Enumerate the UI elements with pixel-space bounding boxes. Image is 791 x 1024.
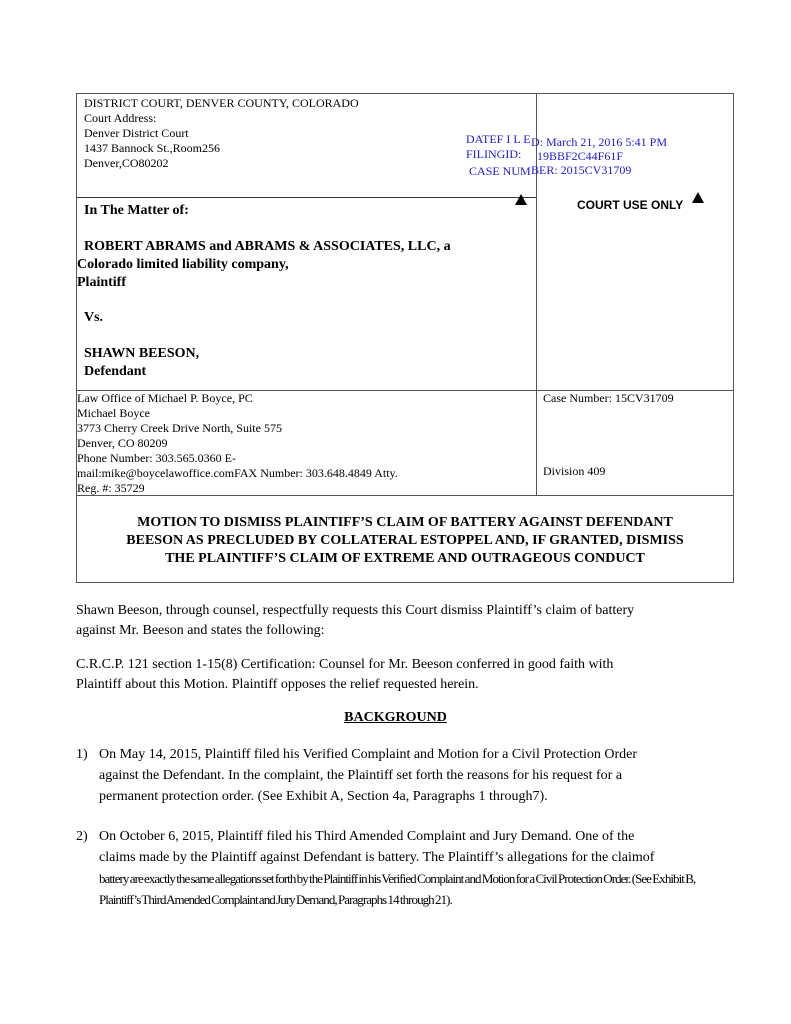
text-line: battery are exactly the same allegations set forth by the Plaintiff in his Verified Complaint and Motion for a Civil Protection Order. (See Exhibit B, (99, 871, 696, 886)
text-line: claims made by the Plaintiff against Defendant is battery. The Plaintiff’s allegations for the claimof (99, 850, 655, 865)
defendant-role: Defendant (84, 364, 147, 379)
attorney-phone: Phone Number: 303.565.0360 E- (77, 451, 236, 465)
certification-paragraph (76, 655, 736, 695)
stamp-date-value: D: March 21, 2016 5:41 PM (531, 135, 667, 149)
plaintiff-name-line1: ROBERT ABRAMS and ABRAMS & ASSOCIATES, LLC, a (84, 239, 451, 254)
case-number: Case Number: 15CV31709 (543, 391, 674, 405)
court-street: 1437 Bannock St.,Room256 (84, 141, 221, 155)
text-line: On May 14, 2015, Plaintiff filed his Verified Complaint and Motion for a Civil Protection Order (99, 747, 638, 762)
stamp-filing-label: FILINGID: (466, 147, 522, 161)
attorney-block (77, 391, 532, 496)
court-address-label: Court Address: (84, 111, 157, 125)
attorney-reg: Reg. #: 35729 (77, 481, 145, 495)
court-name: DISTRICT COURT, DENVER COUNTY, COLORADO (84, 96, 359, 110)
court-building: Denver District Court (84, 126, 189, 140)
motion-title (77, 514, 733, 568)
attorney-name: Michael Boyce (77, 406, 150, 420)
motion-title-line: THE PLAINTIFF’S CLAIM OF EXTREME AND OUTRAGEOUS CONDUCT (165, 551, 645, 566)
stamp-case-label: CASE NUM (469, 164, 531, 178)
caption-divider-matter (77, 197, 536, 198)
text-line: On October 6, 2015, Plaintiff filed his Third Amended Complaint and Jury Demand. One of the (99, 829, 635, 844)
plaintiff-name-line2: Colorado limited liability company, (77, 257, 289, 272)
text-line: permanent protection order. (See Exhibit A, Section 4a, Paragraphs 1 through7). (99, 789, 548, 804)
attorney-street: 3773 Cherry Creek Drive North, Suite 575 (77, 421, 282, 435)
background-heading: BACKGROUND (344, 710, 447, 725)
stamp-date-label: DATEF I L E (466, 132, 531, 146)
motion-title-line: BEESON AS PRECLUDED BY COLLATERAL ESTOPPEL AND, IF GRANTED, DISMISS (126, 533, 684, 548)
text-line: Plaintiff’s Third Amended Complaint and Jury Demand, Paragraphs 14 through 21). (99, 892, 452, 907)
item-number: 2) (76, 829, 88, 844)
defendant-name: SHAWN BEESON, (84, 346, 200, 361)
stamp-filing-value: 19BBF2C44F61F (537, 149, 624, 163)
text-line: Plaintiff about this Motion. Plaintiff opposes the relief requested herein. (76, 677, 479, 692)
item-number: 1) (76, 747, 88, 762)
matter-heading: In The Matter of: (84, 203, 189, 218)
attorney-email-fax: mail:mike@boycelawoffice.comFAX Number: 303.648.4849 Atty. (77, 466, 398, 480)
court-address-block (84, 96, 359, 171)
text-line: against Mr. Beeson and states the following: (76, 623, 325, 638)
up-arrow-icon (692, 192, 704, 203)
up-arrow-icon (515, 194, 527, 205)
stamp-case-value: BER: 2015CV31709 (531, 163, 632, 177)
intro-paragraph (76, 601, 736, 641)
attorney-city: Denver, CO 80209 (77, 436, 168, 450)
attorney-firm: Law Office of Michael P. Boyce, PC (77, 391, 253, 405)
court-use-only-label: COURT USE ONLY (577, 198, 684, 212)
motion-title-line: MOTION TO DISMISS PLAINTIFF’S CLAIM OF BATTERY AGAINST DEFENDANT (137, 515, 673, 530)
versus-label: Vs. (84, 310, 104, 325)
plaintiff-role: Plaintiff (77, 275, 126, 290)
text-line: against the Defendant. In the complaint, the Plaintiff set forth the reasons for his request for a (99, 768, 623, 783)
division: Division 409 (543, 464, 606, 478)
court-city: Denver,CO80202 (84, 156, 169, 170)
text-line: Shawn Beeson, through counsel, respectfully requests this Court dismiss Plaintiff’s claim of battery (76, 603, 635, 618)
text-line: C.R.C.P. 121 section 1-15(8) Certification: Counsel for Mr. Beeson conferred in good faith with (76, 657, 614, 672)
case-caption-box (76, 93, 734, 583)
